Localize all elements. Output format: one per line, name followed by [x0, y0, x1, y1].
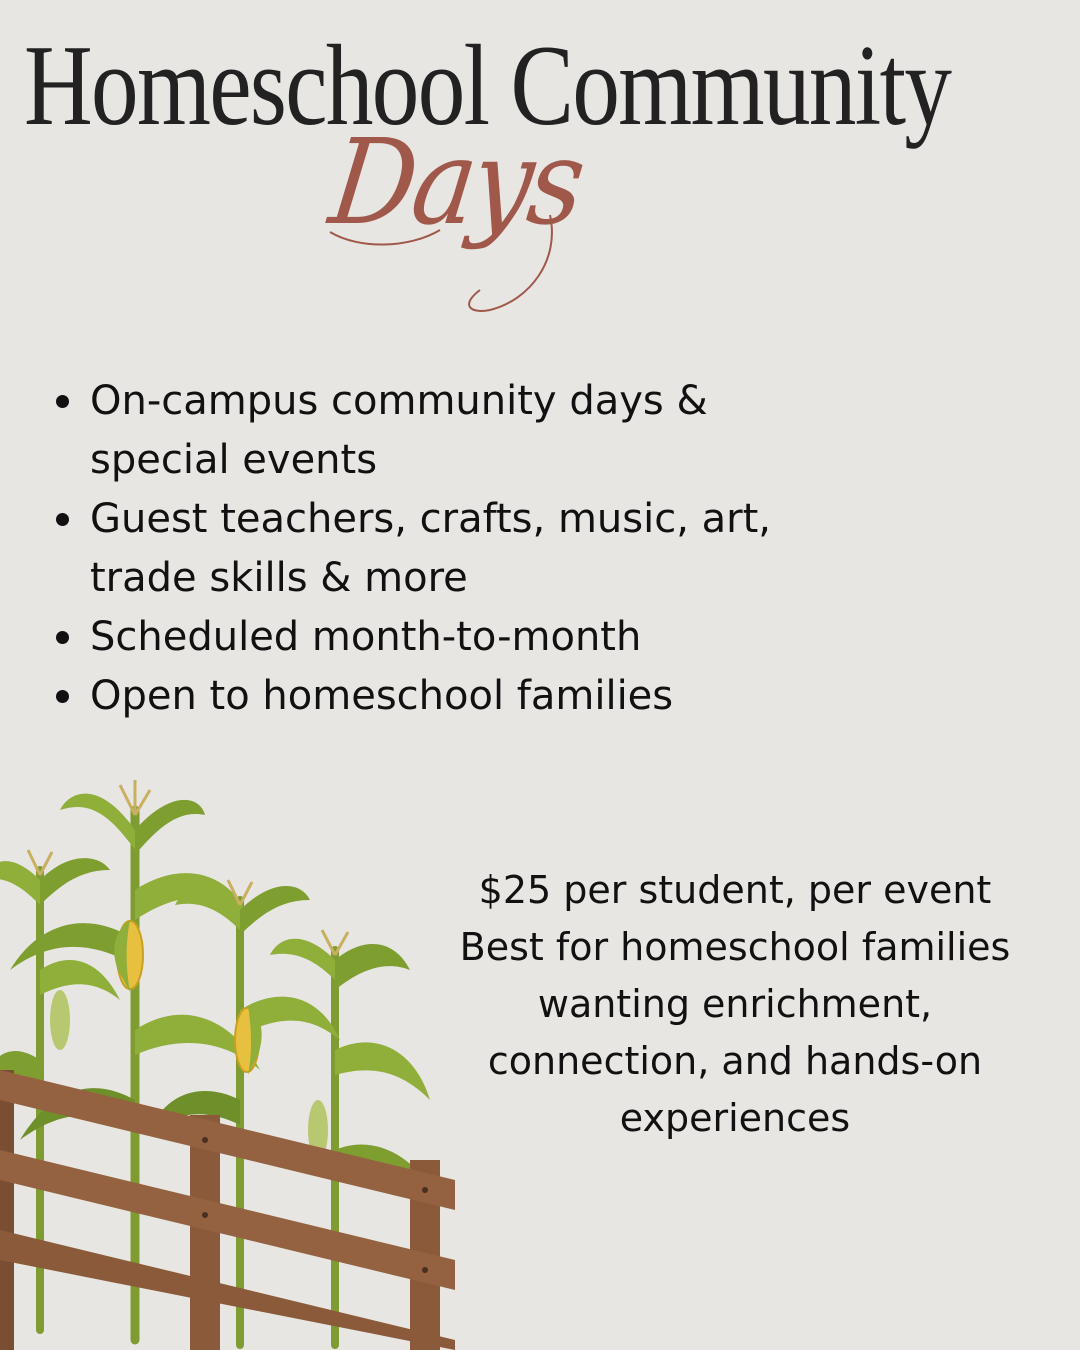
- feature-item: [52, 490, 812, 608]
- audience-line: wanting enrichment,: [537, 982, 933, 1026]
- audience-line: connection, and hands-on: [487, 1039, 983, 1083]
- bullet-icon: [56, 631, 69, 644]
- feature-text-line: Scheduled month-to-month: [90, 614, 642, 660]
- audience-line: Best for homeschool families: [459, 925, 1011, 969]
- feature-text-line: trade skills & more: [90, 555, 468, 601]
- feature-item: [52, 372, 812, 490]
- feature-text-line: On-campus community days &: [90, 378, 708, 424]
- bullet-icon: [56, 690, 69, 703]
- feature-item: [52, 608, 812, 667]
- price-line: $25 per student, per event: [478, 868, 992, 912]
- feature-text-line: special events: [90, 437, 378, 483]
- script-subtitle: Days: [323, 113, 590, 251]
- feature-text-line: Guest teachers, crafts, music, art,: [90, 496, 771, 542]
- bullet-icon: [56, 395, 69, 408]
- feature-list: [52, 372, 812, 726]
- pricing-info: [440, 862, 1030, 1147]
- audience-line: experiences: [619, 1096, 851, 1140]
- feature-item: [52, 667, 812, 726]
- page-title: Homeschool Community: [24, 22, 951, 150]
- bullet-icon: [56, 513, 69, 526]
- feature-text-line: Open to homeschool families: [90, 673, 674, 719]
- corn-field-fence-illustration: [0, 770, 470, 1350]
